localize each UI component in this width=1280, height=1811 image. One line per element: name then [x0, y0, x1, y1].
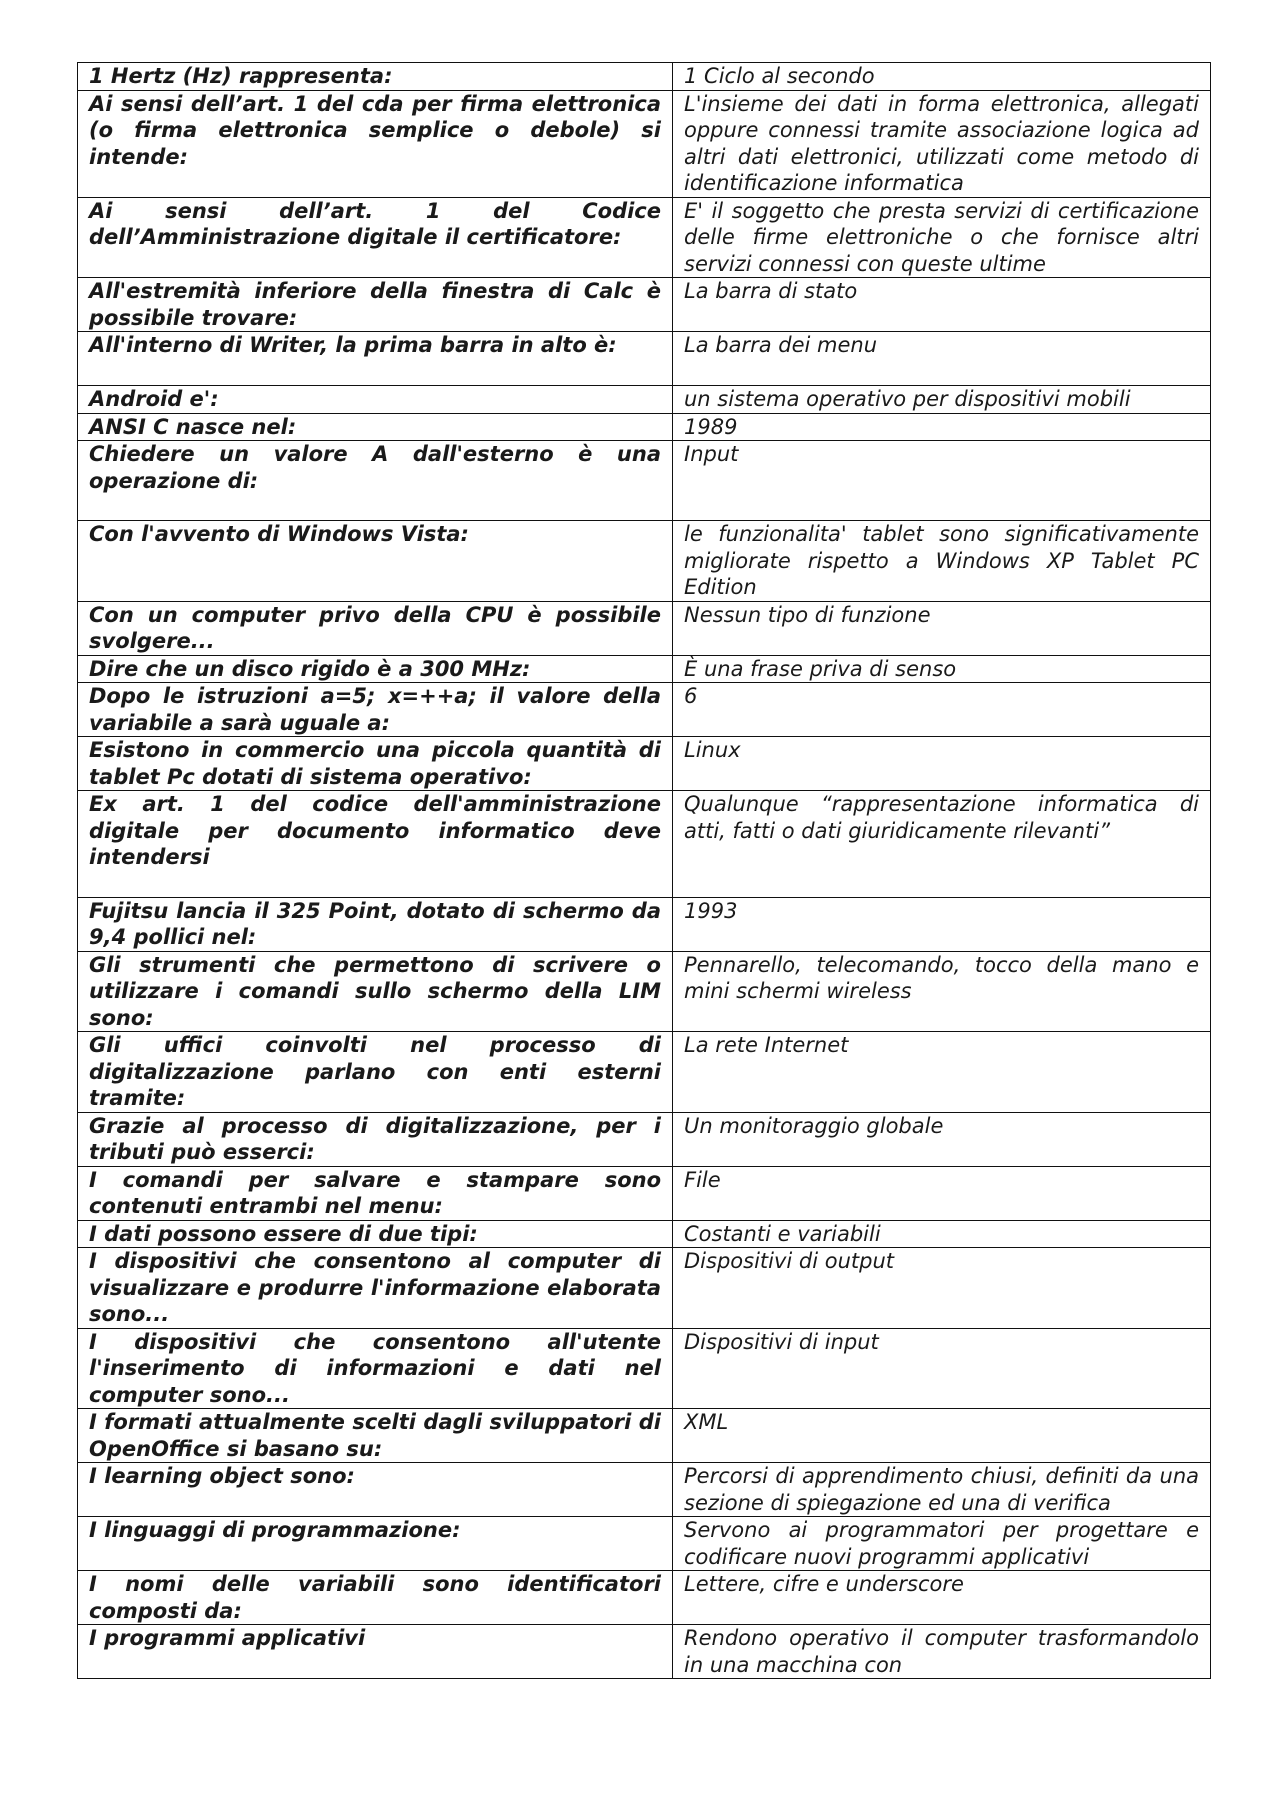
question-cell: Ai sensi dell’art. 1 del Codice dell’Amministrazione digitale il certificatore: — [78, 197, 673, 278]
table-row — [78, 441, 1211, 521]
question-cell: Con un computer privo della CPU è possibile svolgere... — [78, 601, 673, 655]
answer-cell: un sistema operativo per dispositivi mobili — [673, 386, 1211, 414]
answer-cell: Input — [673, 441, 1211, 521]
question-cell: I dati possono essere di due tipi: — [78, 1220, 673, 1248]
question-cell: Dopo le istruzioni a=5; x=++a; il valore della variabile a sarà uguale a: — [78, 683, 673, 737]
table-row — [78, 1409, 1211, 1463]
table-row — [78, 1248, 1211, 1329]
answer-cell: Rendono operativo il computer trasformandolo in una macchina con — [673, 1625, 1211, 1679]
question-cell: Gli strumenti che permettono di scrivere o utilizzare i comandi sullo schermo della LIM sono: — [78, 951, 673, 1032]
answer-cell: Un monitoraggio globale — [673, 1112, 1211, 1166]
answer-cell: Percorsi di apprendimento chiusi, definiti da una sezione di spiegazione ed una di verifica — [673, 1463, 1211, 1517]
table-row — [78, 655, 1211, 683]
question-cell: Dire che un disco rigido è a 300 MHz: — [78, 655, 673, 683]
answer-cell: File — [673, 1166, 1211, 1220]
table-row — [78, 197, 1211, 278]
question-cell: All'estremità inferiore della finestra di Calc è possibile trovare: — [78, 278, 673, 332]
question-cell: Ai sensi dell’art. 1 del cda per firma elettronica (o firma elettronica semplice o debole) si intende: — [78, 90, 673, 197]
answer-cell: È una frase priva di senso — [673, 655, 1211, 683]
table-row — [78, 1032, 1211, 1113]
table-row — [78, 897, 1211, 951]
question-cell: Chiedere un valore A dall'esterno è una operazione di: — [78, 441, 673, 521]
answer-cell: 1993 — [673, 897, 1211, 951]
table-row — [78, 683, 1211, 737]
table-row — [78, 413, 1211, 441]
answer-cell: Dispositivi di output — [673, 1248, 1211, 1329]
answer-cell: 1989 — [673, 413, 1211, 441]
document-page — [77, 62, 1211, 1679]
table-row — [78, 1463, 1211, 1517]
question-cell: 1 Hertz (Hz) rappresenta: — [78, 63, 673, 91]
qa-table — [77, 62, 1211, 1679]
answer-cell: Linux — [673, 737, 1211, 791]
answer-cell: Nessun tipo di funzione — [673, 601, 1211, 655]
answer-cell: Costanti e variabili — [673, 1220, 1211, 1248]
answer-cell: Pennarello, telecomando, tocco della mano e mini schermi wireless — [673, 951, 1211, 1032]
answer-cell: Dispositivi di input — [673, 1328, 1211, 1409]
table-row — [78, 601, 1211, 655]
question-cell: I linguaggi di programmazione: — [78, 1517, 673, 1571]
question-cell: I dispositivi che consentono all'utente l'inserimento di informazioni e dati nel computer sono... — [78, 1328, 673, 1409]
question-cell: I learning object sono: — [78, 1463, 673, 1517]
answer-cell: La rete Internet — [673, 1032, 1211, 1113]
question-cell: I formati attualmente scelti dagli sviluppatori di OpenOffice si basano su: — [78, 1409, 673, 1463]
answer-cell: La barra dei menu — [673, 332, 1211, 386]
table-row — [78, 1517, 1211, 1571]
question-cell: All'interno di Writer, la prima barra in alto è: — [78, 332, 673, 386]
question-cell: Ex art. 1 del codice dell'amministrazione digitale per documento informatico deve intendersi — [78, 791, 673, 898]
table-row — [78, 1328, 1211, 1409]
question-cell: Con l'avvento di Windows Vista: — [78, 521, 673, 602]
table-row — [78, 332, 1211, 386]
question-cell: I comandi per salvare e stampare sono contenuti entrambi nel menu: — [78, 1166, 673, 1220]
answer-cell: L'insieme dei dati in forma elettronica, allegati oppure connessi tramite associazione logica ad altri dati elettronici, utilizzati come metodo di identificazione informatica — [673, 90, 1211, 197]
table-row — [78, 1571, 1211, 1625]
table-row — [78, 1625, 1211, 1679]
question-cell: Esistono in commercio una piccola quantità di tablet Pc dotati di sistema operativo: — [78, 737, 673, 791]
question-cell: I nomi delle variabili sono identificatori composti da: — [78, 1571, 673, 1625]
table-row — [78, 1220, 1211, 1248]
table-row — [78, 737, 1211, 791]
table-row — [78, 90, 1211, 197]
table-row — [78, 1166, 1211, 1220]
table-row — [78, 951, 1211, 1032]
table-row — [78, 278, 1211, 332]
table-row — [78, 386, 1211, 414]
question-cell: Grazie al processo di digitalizzazione, per i tributi può esserci: — [78, 1112, 673, 1166]
answer-cell: Servono ai programmatori per progettare e codificare nuovi programmi applicativi — [673, 1517, 1211, 1571]
answer-cell: Lettere, cifre e underscore — [673, 1571, 1211, 1625]
question-cell: ANSI C nasce nel: — [78, 413, 673, 441]
table-row — [78, 1112, 1211, 1166]
question-cell: Fujitsu lancia il 325 Point, dotato di schermo da 9,4 pollici nel: — [78, 897, 673, 951]
question-cell: I dispositivi che consentono al computer di visualizzare e produrre l'informazione elaborata sono... — [78, 1248, 673, 1329]
answer-cell: E' il soggetto che presta servizi di certificazione delle firme elettroniche o che fornisce altri servizi connessi con queste ultime — [673, 197, 1211, 278]
answer-cell: Qualunque “rappresentazione informatica di atti, fatti o dati giuridicamente rilevanti” — [673, 791, 1211, 898]
question-cell: Android e': — [78, 386, 673, 414]
answer-cell: La barra di stato — [673, 278, 1211, 332]
table-row — [78, 521, 1211, 602]
answer-cell: 1 Ciclo al secondo — [673, 63, 1211, 91]
answer-cell: XML — [673, 1409, 1211, 1463]
question-cell: I programmi applicativi — [78, 1625, 673, 1679]
answer-cell: le funzionalita' tablet sono significativamente migliorate rispetto a Windows XP Tablet PC Edition — [673, 521, 1211, 602]
table-row — [78, 63, 1211, 91]
answer-cell: 6 — [673, 683, 1211, 737]
table-row — [78, 791, 1211, 898]
question-cell: Gli uffici coinvolti nel processo di digitalizzazione parlano con enti esterni tramite: — [78, 1032, 673, 1113]
